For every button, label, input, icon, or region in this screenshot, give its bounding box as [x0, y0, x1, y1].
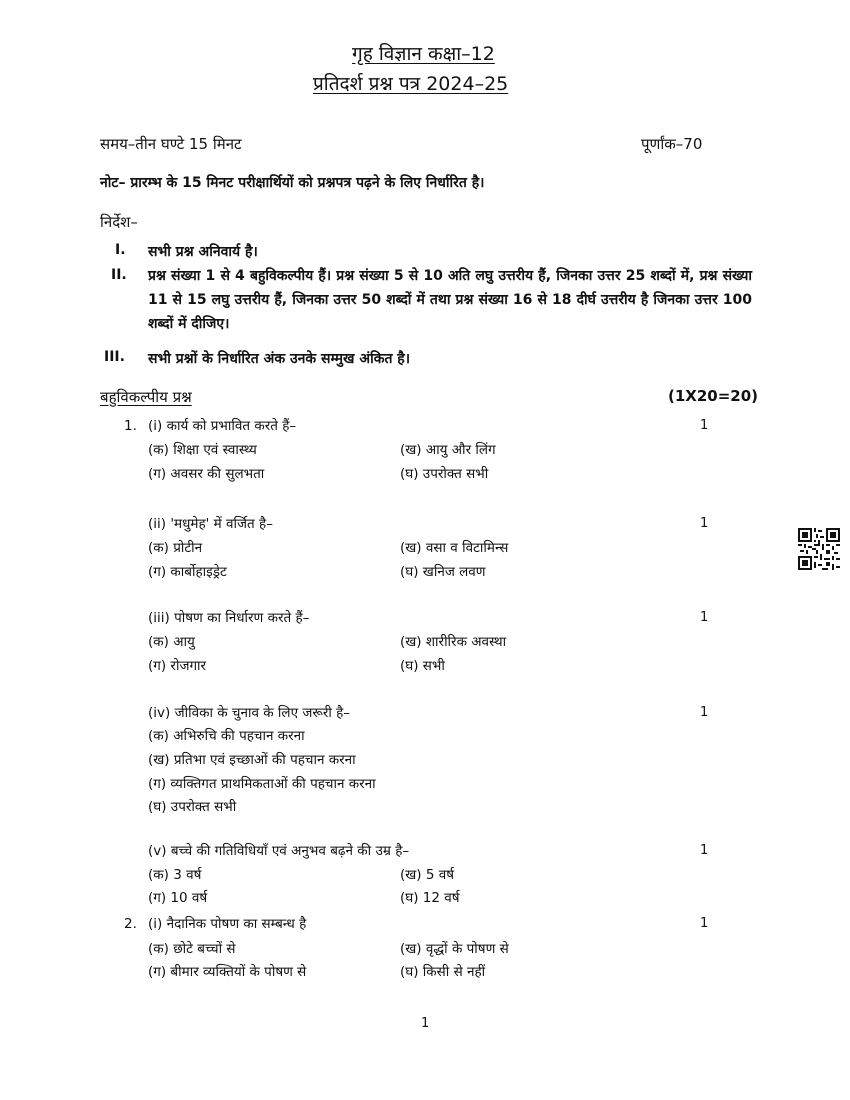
option-ka: (क) अभिरुचि की पहचान करना [148, 728, 305, 744]
instructions-heading: निर्देश– [100, 213, 138, 231]
page-number: 1 [421, 1016, 430, 1031]
option-ka: (क) प्रोटीन [148, 540, 203, 556]
question-stem: (i) कार्य को प्रभावित करते हैं– [148, 418, 297, 434]
qr-code-icon [798, 528, 840, 570]
paper-subtitle: प्रतिदर्श प्रश्न पत्र 2024–25 [313, 73, 509, 95]
question-mark: 1 [700, 610, 709, 625]
option-ka: (क) शिक्षा एवं स्वास्थ्य [148, 442, 257, 458]
question-stem: (ii) 'मधुमेह' में वर्जित है– [148, 516, 273, 532]
option-kha: (ख) प्रतिभा एवं इच्छाओं की पहचान करना [148, 752, 356, 768]
option-gha: (घ) सभी [400, 658, 445, 674]
question-mark: 1 [700, 705, 709, 720]
section-title: बहुविकल्पीय प्रश्न [100, 388, 192, 406]
question-mark: 1 [700, 843, 709, 858]
question-stem: (i) नैदानिक पोषण का सम्बन्ध है [148, 916, 307, 932]
instruction-text: प्रश्न संख्या 1 से 4 बहुविकल्पीय हैं। प्रश्न संख्या 5 से 10 अति लघु उत्तरीय हैं, जिनका उत्तर 25 शब्दों में, प्रश्न संख्या 11 से 15 लघु उत्तरीय हैं, जिनका उत्तर 50 शब्दों में तथा प्रश्न संख्या 16 से 18 दीर्घ उत्तरीय है जिनका उत्तर 100 शब्दों में दीजिए। [148, 268, 752, 332]
option-ga: (ग) अवसर की सुलभता [148, 466, 265, 482]
question-number: 2. [124, 916, 137, 932]
paper-title: गृह विज्ञान कक्षा–12 [352, 43, 495, 65]
question-mark: 1 [700, 516, 709, 531]
instruction-number: III. [104, 349, 125, 365]
option-ga: (ग) 10 वर्ष [148, 890, 208, 906]
option-ga: (ग) बीमार व्यक्तियों के पोषण से [148, 964, 307, 980]
question-stem: (iv) जीविका के चुनाव के लिए जरूरी है– [148, 705, 351, 721]
question-mark: 1 [700, 418, 709, 433]
option-kha: (ख) 5 वर्ष [400, 867, 455, 883]
exam-time: समय–तीन घण्टे 15 मिनट [100, 135, 242, 153]
option-gha: (घ) उपरोक्त सभी [400, 466, 489, 482]
instruction-text: सभी प्रश्नों के निर्धारित अंक उनके सम्मुख अंकित है। [148, 351, 411, 367]
option-ka: (क) छोटे बच्चों से [148, 941, 236, 957]
note: नोट– प्रारम्भ के 15 मिनट परीक्षार्थियों को प्रश्नपत्र पढ़ने के लिए निर्धारित है। [100, 175, 485, 191]
option-ga: (ग) व्यक्तिगत प्राथमिकताओं की पहचान करना [148, 776, 376, 792]
question-stem: (iii) पोषण का निर्धारण करते हैं– [148, 610, 310, 626]
instruction-number: I. [115, 242, 126, 258]
instruction-number: II. [111, 267, 127, 283]
question-number: 1. [124, 418, 137, 434]
option-gha: (घ) उपरोक्त सभी [148, 799, 237, 815]
option-ga: (ग) कार्बोहाइड्रेट [148, 564, 227, 580]
option-gha: (घ) 12 वर्ष [400, 890, 460, 906]
section-marks: (1X20=20) [668, 387, 759, 405]
option-ga: (ग) रोजगार [148, 658, 207, 674]
option-ka: (क) आयु [148, 634, 195, 650]
instruction-text: सभी प्रश्न अनिवार्य है। [148, 244, 258, 260]
option-ka: (क) 3 वर्ष [148, 867, 202, 883]
option-kha: (ख) शारीरिक अवस्था [400, 634, 507, 650]
option-kha: (ख) वृद्धों के पोषण से [400, 941, 509, 957]
question-mark: 1 [700, 916, 709, 931]
total-marks: पूर्णांक–70 [641, 135, 703, 153]
option-kha: (ख) आयु और लिंग [400, 442, 496, 458]
option-kha: (ख) वसा व विटामिन्स [400, 540, 509, 556]
option-gha: (घ) खनिज लवण [400, 564, 486, 580]
question-stem: (v) बच्चे की गतिविधियाँ एवं अनुभव बढ़ने की उम्र है– [148, 843, 410, 859]
option-gha: (घ) किसी से नहीं [400, 964, 486, 980]
